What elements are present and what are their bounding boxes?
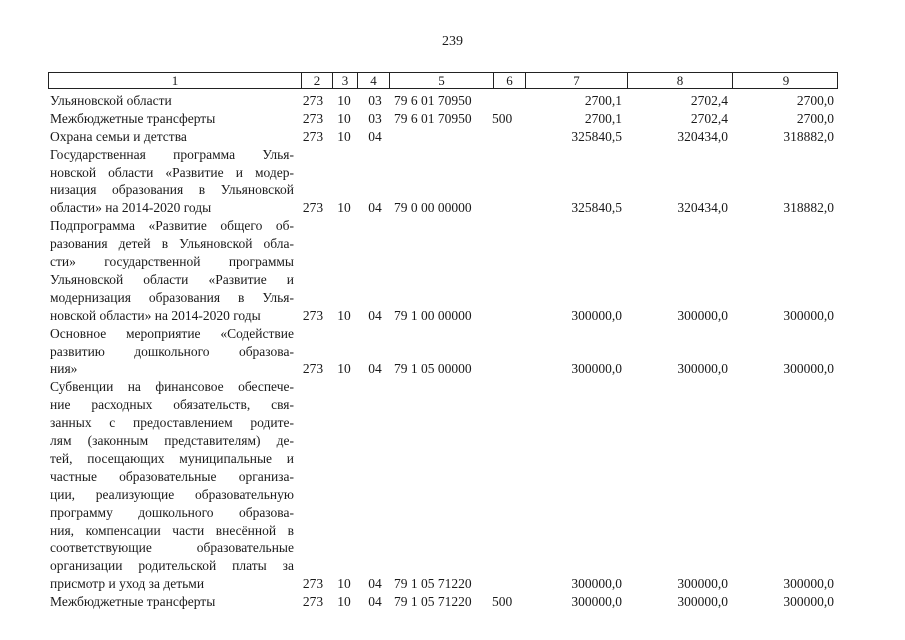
cell-c5: 79 6 01 70950: [394, 110, 472, 126]
row-name: [50, 217, 294, 324]
cell-c2: 273: [302, 128, 324, 144]
cell-c4: 04: [368, 307, 382, 323]
row-name-line: Подпрограмма «Развитие общего об-: [50, 218, 294, 234]
row-name-line: разования детей в Ульяновской обла-: [50, 236, 294, 252]
row-name: [50, 325, 294, 379]
row-name: [50, 378, 294, 593]
row-name-line: области» на 2014-2020 годы: [50, 200, 212, 216]
row-name-line: развитию дошкольного образова-: [50, 343, 294, 359]
row-name-line: новской области «Развитие и модер-: [50, 164, 294, 180]
row-name-line: присмотр и уход за детьми: [50, 576, 205, 592]
cell-c3: 10: [337, 361, 351, 377]
table-header: [48, 72, 838, 89]
table-row: [0, 217, 905, 324]
cell-c8: 320434,0: [677, 200, 728, 216]
cell-c7: 325840,5: [571, 200, 622, 216]
row-name-line: новской области» на 2014-2020 годы: [50, 307, 261, 323]
table-row: [0, 128, 905, 146]
table-row: [0, 146, 905, 218]
cell-c2: 273: [302, 307, 324, 323]
cell-c3: 10: [337, 110, 351, 126]
row-name-line: занных с предоставлением родите-: [50, 415, 294, 431]
cell-c9: 318882,0: [783, 128, 834, 144]
header-col-8: 8: [627, 73, 732, 88]
table-row: [0, 325, 905, 379]
row-name-line: программу дошкольного образова-: [50, 504, 294, 520]
cell-c3: 10: [337, 307, 351, 323]
cell-c3: 10: [337, 128, 351, 144]
cell-c4: 04: [368, 361, 382, 377]
page-number: 239: [442, 34, 463, 49]
table-row: [0, 110, 905, 128]
row-name-line: Межбюджетные трансферты: [50, 594, 216, 610]
cell-c7: 300000,0: [571, 576, 622, 592]
header-col-6: 6: [493, 73, 525, 88]
header-col-2: 2: [301, 73, 332, 88]
cell-c5: 79 6 01 70950: [394, 92, 472, 108]
table-row: [0, 378, 905, 593]
cell-c8: 2702,4: [690, 110, 728, 126]
row-name-line: лям (законным представителям) де-: [50, 433, 294, 449]
row-name-line: ции, реализующие образовательную: [50, 486, 294, 502]
cell-c3: 10: [337, 92, 351, 108]
header-col-7: 7: [525, 73, 627, 88]
row-name-line: Субвенции на финансовое обеспече-: [50, 379, 294, 395]
cell-c4: 04: [368, 576, 382, 592]
cell-c9: 300000,0: [783, 361, 834, 377]
cell-c4: 03: [368, 110, 382, 126]
row-name-line: низация образования в Ульяновской: [50, 182, 294, 198]
cell-c8: 2702,4: [690, 92, 728, 108]
cell-c4: 04: [368, 200, 382, 216]
cell-c9: 318882,0: [783, 200, 834, 216]
row-name-line: Основное мероприятие «Содействие: [50, 325, 294, 341]
cell-c2: 273: [302, 110, 324, 126]
row-name: [50, 593, 294, 611]
header-col-4: 4: [357, 73, 389, 88]
cell-c5: 79 0 00 00000: [394, 200, 472, 216]
cell-c9: 300000,0: [783, 576, 834, 592]
cell-c7: 325840,5: [571, 128, 622, 144]
cell-c7: 300000,0: [571, 594, 622, 610]
row-name-line: Ульяновской области: [50, 93, 172, 108]
row-name: [50, 146, 294, 218]
header-col-9: 9: [732, 73, 839, 88]
cell-c2: 273: [302, 576, 324, 592]
row-name-line: ния, компенсации части внесённой в: [50, 522, 294, 538]
cell-c8: 300000,0: [677, 307, 728, 323]
cell-c5: 79 1 00 00000: [394, 307, 472, 323]
row-name-line: сти» государственной программы: [50, 254, 294, 270]
cell-c9: 300000,0: [783, 594, 834, 610]
cell-c4: 03: [368, 92, 382, 108]
row-name-line: тей, посещающих муниципальные и: [50, 450, 294, 466]
row-name-line: ние расходных обязательств, свя-: [50, 397, 294, 413]
cell-c5: 79 1 05 00000: [394, 361, 472, 377]
row-name-line: соответствующие образовательные: [50, 540, 294, 556]
cell-c7: 2700,1: [584, 92, 622, 108]
header-col-5: 5: [389, 73, 493, 88]
cell-c4: 04: [368, 128, 382, 144]
row-name-line: частные образовательные организа-: [50, 468, 294, 484]
row-name-line: Государственная программа Улья-: [50, 146, 294, 162]
cell-c5: 79 1 05 71220: [394, 576, 472, 592]
table-row: [0, 593, 905, 611]
cell-c5: 79 1 05 71220: [394, 594, 472, 610]
cell-c9: 2700,0: [796, 92, 834, 108]
cell-c2: 273: [302, 200, 324, 216]
cell-c7: 300000,0: [571, 307, 622, 323]
cell-c8: 300000,0: [677, 361, 728, 377]
row-name-line: Межбюджетные трансферты: [50, 110, 216, 126]
header-col-1: 1: [171, 73, 179, 88]
row-name-line: Ульяновской области «Развитие и: [50, 271, 294, 287]
cell-c6: 500: [492, 110, 513, 126]
row-name-line: модернизация образования в Улья-: [50, 289, 294, 305]
row-name-line: Охрана семьи и детства: [50, 128, 187, 144]
cell-c8: 320434,0: [677, 128, 728, 144]
cell-c3: 10: [337, 594, 351, 610]
row-name-line: ния»: [50, 361, 78, 377]
cell-c2: 273: [302, 594, 324, 610]
cell-c6: 500: [492, 594, 513, 610]
cell-c9: 2700,0: [796, 110, 834, 126]
cell-c2: 273: [302, 92, 324, 108]
cell-c2: 273: [302, 361, 324, 377]
cell-c8: 300000,0: [677, 594, 728, 610]
cell-c3: 10: [337, 200, 351, 216]
row-name: [50, 110, 294, 128]
table-row: [0, 92, 905, 110]
cell-c7: 300000,0: [571, 361, 622, 377]
cell-c9: 300000,0: [783, 307, 834, 323]
cell-c8: 300000,0: [677, 576, 728, 592]
row-name: [50, 128, 294, 146]
cell-c4: 04: [368, 594, 382, 610]
header-col-3: 3: [332, 73, 357, 88]
row-name: [50, 92, 294, 110]
row-name-line: организации родительской платы за: [50, 558, 294, 574]
cell-c3: 10: [337, 576, 351, 592]
cell-c7: 2700,1: [584, 110, 622, 126]
